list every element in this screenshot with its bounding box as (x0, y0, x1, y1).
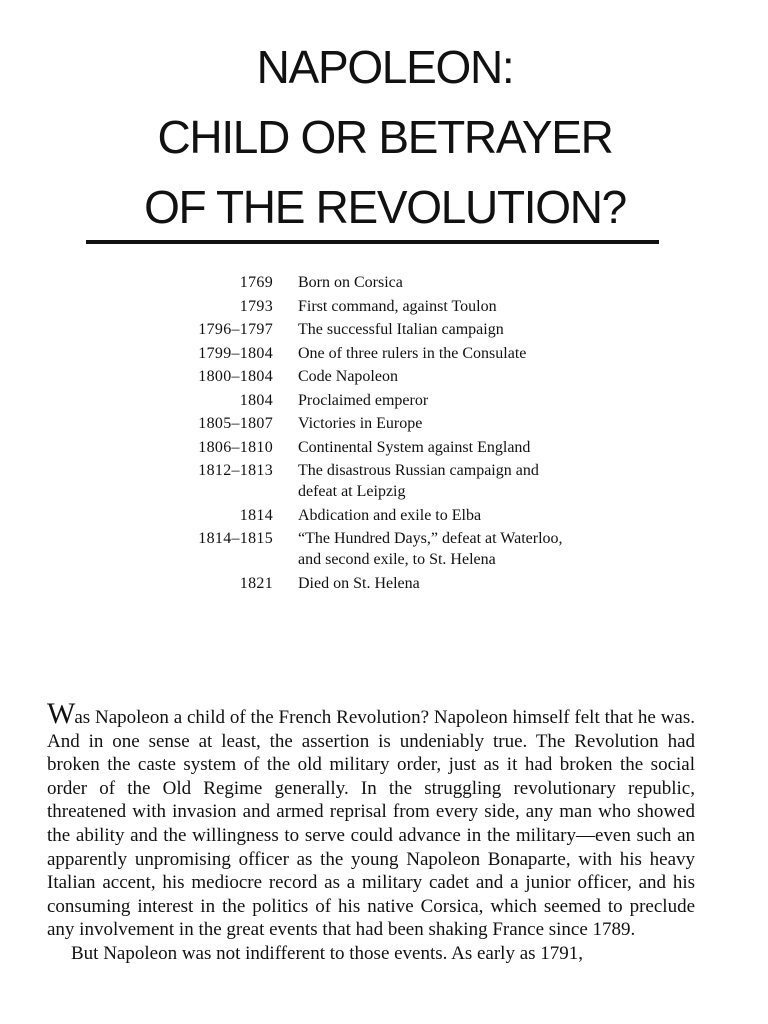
chronology-row (140, 413, 600, 434)
chronology-row (140, 437, 600, 458)
chronology-event: Continental System against England (298, 438, 531, 456)
drop-cap: W (47, 697, 75, 730)
chronology-row (140, 460, 600, 502)
chronology-event: Proclaimed emperor (298, 391, 429, 409)
chronology-row (140, 272, 600, 293)
paragraph-1-text: as Napoleon a child of the French Revolution? Napoleon himself felt that he was. And in one sense at least, the assertion is undeniably true. The Revolution had broken the caste system of the old military order, just as it had broken the social order of the Old Regime generally. In the struggling revolutionary republic, threatened with invasion and armed reprisal from every side, any man who showed the ability and the willingness to serve could advance in the military—even such an apparently unpromising officer as the young Napoleon Bonaparte, with his heavy Italian accent, his mediocre record as a military cadet and a junior officer, and his consuming interest in the politics of his native Corsica, which seemed to preclude any involvement in the great events that had been shaking France since 1789. (47, 707, 695, 941)
chronology-year: 1799–1804 (198, 344, 273, 362)
chronology-list (140, 272, 600, 596)
chronology-event: Code Napoleon (298, 368, 398, 385)
chronology-year: 1804 (239, 391, 273, 409)
chronology-event: Born on Corsica (298, 274, 403, 291)
chronology-row (140, 296, 600, 317)
chronology-row (140, 390, 600, 411)
chronology-row (140, 505, 600, 526)
chronology-row (140, 528, 600, 570)
chronology-year: 1806–1810 (198, 438, 273, 456)
chronology-year: 1812–1813 (198, 462, 273, 479)
chronology-year: 1793 (239, 297, 273, 315)
title-line-2: CHILD OR BETRAYER (157, 111, 613, 163)
chronology-row (140, 343, 600, 364)
body-text (47, 697, 695, 966)
chronology-event: First command, against Toulon (298, 297, 497, 315)
chronology-year: 1769 (239, 274, 273, 291)
chronology-event: “The Hundred Days,” defeat at Waterloo, and second exile, to St. Helena (298, 530, 563, 568)
chronology-row (140, 366, 600, 387)
title-line-3: OF THE REVOLUTION? (144, 181, 626, 233)
paragraph-2: But Napoleon was not indifferent to those events. As early as 1791, (71, 942, 584, 964)
chronology-event: The disastrous Russian campaign and defeat at Leipzig (298, 462, 539, 500)
chronology-event: Abdication and exile to Elba (298, 506, 482, 524)
chronology-row (140, 319, 600, 340)
chronology-year: 1805–1807 (198, 415, 273, 432)
paragraph-1 (47, 697, 695, 942)
title-rule (86, 240, 659, 244)
title-line-1: NAPOLEON: (256, 41, 514, 93)
chronology-year: 1800–1804 (198, 368, 273, 385)
chronology-year: 1821 (239, 574, 273, 592)
chronology-row (140, 573, 600, 594)
chronology-year: 1796–1797 (198, 321, 273, 338)
chronology-event: Died on St. Helena (298, 574, 420, 592)
chronology-year: 1814 (239, 506, 273, 524)
chronology-year: 1814–1815 (198, 530, 273, 547)
chronology-event: Victories in Europe (298, 415, 423, 432)
chronology-event: One of three rulers in the Consulate (298, 344, 527, 362)
chronology-event: The successful Italian campaign (298, 321, 504, 338)
page-title (60, 32, 710, 242)
